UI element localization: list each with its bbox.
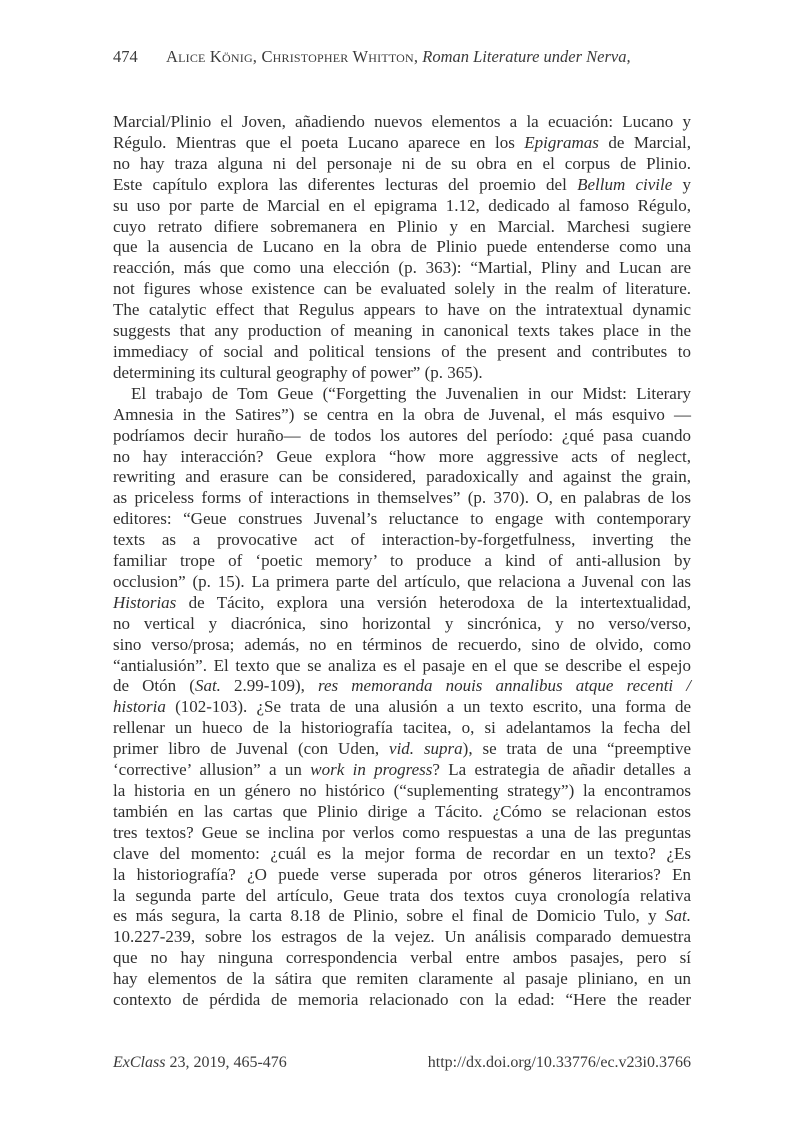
text-line: not figures whose existence can be evaluated solely in the realm of literature. — [113, 279, 691, 299]
running-head-authors: Alice König, Christopher Whitton, — [166, 47, 419, 66]
text-line: tres textos? Geue se inclina por verlos como respuestas a una de las preguntas — [113, 822, 691, 842]
text-line: Amnesia in the Satires”) se centra en la obra de Juvenal, el más esquivo — — [113, 404, 691, 424]
text-line: que la ausencia de Lucano en la obra de Plinio puede entenderse como una — [113, 237, 691, 257]
text-line: no hay interacción? Geue explora “how more aggressive acts of neglect, — [113, 446, 691, 466]
text-line: 10.227-239, sobre los estragos de la vejez. Un análisis comparado demuestra — [113, 927, 691, 947]
journal-name: ExClass — [113, 1054, 166, 1071]
text-line: su uso por parte de Marcial en el epigrama 1.12, dedicado al famoso Régulo, — [113, 195, 691, 215]
paragraph — [113, 112, 691, 384]
doi-link[interactable]: http://dx.doi.org/10.33776/ec.v23i0.3766 — [427, 1054, 691, 1071]
text-line: la historiografía? ¿O puede verse superada por otros géneros literarios? En — [113, 864, 691, 884]
text-line: historia (102-103). ¿Se trata de una alusión a un texto escrito, una forma de — [113, 697, 691, 717]
text-line: podríamos decir huraño— de todos los autores del período: ¿qué pasa cuando — [113, 425, 691, 445]
text-line: Marcial/Plinio el Joven, añadiendo nuevos elementos a la ecuación: Lucano y — [113, 112, 691, 131]
text-line: texts as a provocative act of interaction-by-forgetfulness, inverting the — [113, 530, 691, 550]
text-line: immediacy of social and political tensions of the present and contributes to — [113, 341, 691, 361]
text-line: contexto de pérdida de memoria relacionado con la edad: “Here the reader — [113, 990, 691, 1010]
journal-citation — [113, 1054, 287, 1072]
text-line: occlusion” (p. 15). La primera parte del artículo, que relaciona a Juvenal con las — [113, 571, 691, 591]
text-line: clave del momento: ¿cuál es la mejor forma de recordar en un texto? ¿Es — [113, 843, 691, 863]
text-line: la segunda parte del artículo, Geue trata dos textos cuya cronología relativa — [113, 885, 691, 905]
text-line: no vertical y diacrónica, sino horizontal y sincrónica, y no verso/verso, — [113, 613, 691, 633]
text-line: determining its cultural geography of power” (p. 365). — [113, 362, 483, 382]
text-line: Este capítulo explora las diferentes lecturas del proemio del Bellum civile y — [113, 174, 691, 194]
text-line: familiar trope of ‘poetic memory’ to produce a kind of anti-allusion by — [113, 551, 691, 571]
text-line: de Otón (Sat. 2.99-109), res memoranda nouis annalibus atque recenti / — [113, 676, 691, 696]
text-line: Historias de Tácito, explora una versión heterodoxa de la intertextualidad, — [113, 592, 691, 612]
text-line: Régulo. Mientras que el poeta Lucano aparece en los Epigramas de Marcial, — [113, 132, 691, 152]
paragraph — [113, 384, 691, 1011]
running-head — [113, 47, 713, 67]
page-number: 474 — [113, 47, 138, 66]
text-line: la historia en un género no histórico (“suplementing strategy”) la encontramos — [113, 781, 691, 800]
page-footer — [113, 1054, 691, 1072]
text-line: no hay traza alguna ni del personaje ni de su obra en el corpus de Plinio. — [113, 153, 691, 173]
text-line: rewriting and erasure can be considered, paradoxically and against the grain, — [113, 467, 691, 487]
text-line: The catalytic effect that Regulus appears to have on the intratextual dynamic — [113, 300, 691, 320]
text-line: también en las cartas que Plinio dirige a Tácito. ¿Cómo se relacionan estos — [113, 801, 691, 821]
page-body — [113, 112, 691, 1011]
text-line: ‘corrective’ allusion” a un work in progress? La estrategia de añadir detalles a — [113, 760, 691, 780]
text-line: El trabajo de Tom Geue (“Forgetting the Juvenalien in our Midst: Literary — [131, 383, 691, 403]
text-line: as priceless forms of interactions in themselves” (p. 370). O, en palabras de los — [113, 488, 691, 508]
text-line: es más segura, la carta 8.18 de Plinio, sobre el final de Domicio Tulo, y Sat. — [113, 906, 691, 926]
text-line: suggests that any production of meaning in canonical texts takes place in the — [113, 321, 691, 341]
journal-issue-pages: 23, 2019, 465-476 — [165, 1054, 287, 1071]
text-line: “antialusión”. El texto que se analiza es el pasaje en el que se describe el espejo — [113, 655, 691, 675]
text-line: reacción, más que como una elección (p. 363): “Martial, Pliny and Lucan are — [113, 258, 691, 278]
text-line: hay elementos de la sátira que remiten claramente al pasaje pliniano, en un — [113, 969, 691, 989]
text-line: rellenar un hueco de la historiografía tacitea, o, si adelantamos la fecha del — [113, 718, 691, 738]
text-line: primer libro de Juvenal (con Uden, vid. supra), se trata de una “preemptive — [113, 739, 691, 759]
text-line: cuyo retrato difiere sobremanera en Plinio y en Marcial. Marchesi sugiere — [113, 216, 691, 236]
text-line: sino verso/prosa; además, no en términos de recuerdo, sino de olvido, como — [113, 634, 691, 654]
text-line: que no hay ninguna correspondencia verbal entre ambos pasajes, pero sí — [113, 948, 691, 968]
running-head-book-title: Roman Literature under Nerva, — [422, 47, 631, 66]
text-line: editores: “Geue construes Juvenal’s reluctance to engage with contemporary — [113, 509, 691, 529]
